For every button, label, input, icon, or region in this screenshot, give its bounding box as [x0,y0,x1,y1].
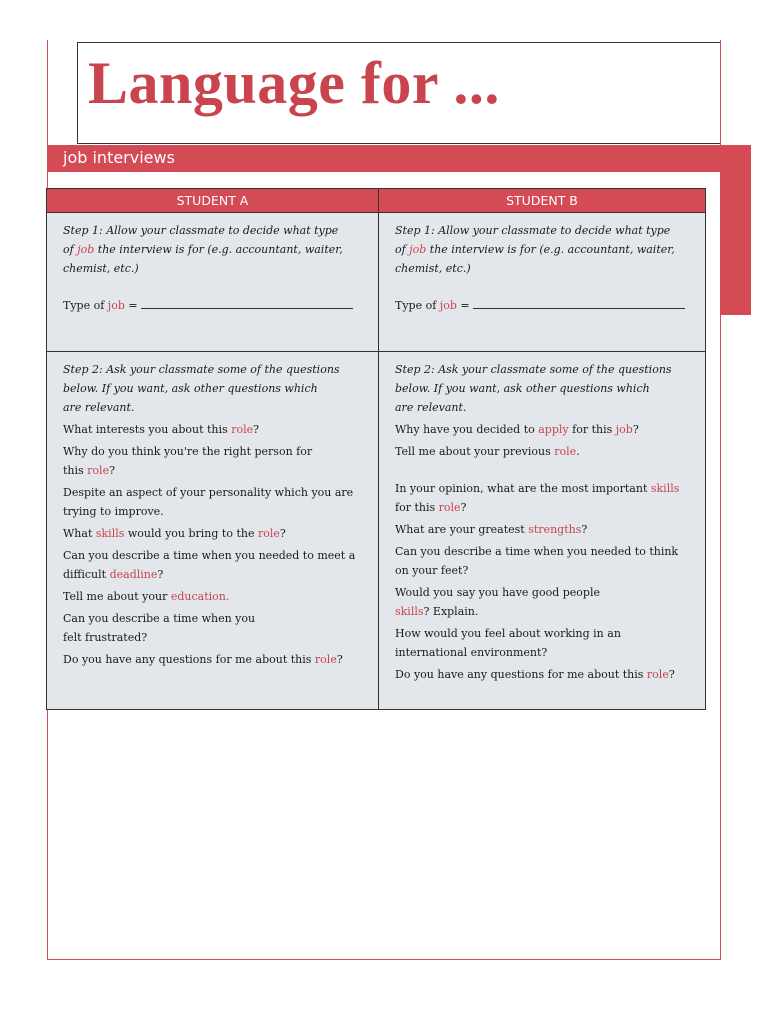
vocab-word: deadline [109,568,158,581]
vocab-word: job [615,423,633,436]
question-text: trying to improve. [63,505,164,518]
vocab-word: role [438,501,461,514]
vocab-word: role [646,668,669,681]
step1-cell-b [379,213,706,352]
question-item [63,546,368,584]
step2-text: Step 2: Ask your classmate some of the questions below. If you want, ask other questions which are relevant. [395,363,672,414]
question-text: difficult [63,568,110,581]
vocab-word: apply [538,423,569,436]
column-header-student-b: STUDENT B [379,189,706,213]
vocab-word: skills [650,482,680,495]
question-text: ? [336,653,343,666]
question-text: Why do you think you're the right person for [63,445,313,458]
question-text: ? Explain. [423,605,479,618]
question-text: this [63,464,88,477]
vocab-word: role [87,464,110,477]
question-item [63,650,368,669]
question-item [395,442,695,461]
question-text: Despite an aspect of your personality which you are [63,486,354,499]
question-item [395,464,695,476]
question-text: would you bring to the [124,527,258,540]
step1-text: Step 1: Allow your classmate to decide what type of job the interview is for (e.g. accountant, waiter, chemist, etc.) [63,224,343,275]
question-text: ? [460,501,467,514]
page-title: Language for ... [88,50,500,116]
question-text: Can you describe a time when you needed to think [395,545,679,558]
job-blank-line[interactable] [141,296,353,309]
worksheet-table [46,188,706,710]
question-item [395,420,695,439]
title-box [77,42,720,144]
step2-cell-a [47,352,379,710]
subtitle-banner [47,145,721,172]
vocab-word: role [314,653,337,666]
side-tab [721,145,751,315]
question-item [63,442,368,480]
type-of-job-field[interactable]: Type of job = [63,296,368,315]
subtitle: job interviews [63,148,175,167]
question-text: Tell me about your [63,590,171,603]
question-text: international environment? [395,646,548,659]
question-text: In your opinion, what are the most important [395,482,651,495]
page-border-bottom [47,959,721,960]
question-text: What are your greatest [395,523,529,536]
question-text: ? [253,423,260,436]
column-header-student-a: STUDENT A [47,189,379,213]
question-text: for this [568,423,616,436]
question-text: ? [632,423,639,436]
question-item [63,524,368,543]
question-item [63,483,368,521]
question-text: . [576,445,580,458]
question-text: on your feet? [395,564,469,577]
vocab-word: education. [170,590,230,603]
question-text: ? [109,464,115,477]
question-item [395,479,695,517]
question-text: Do you have any questions for me about this [63,653,315,666]
job-blank-line[interactable] [473,296,685,309]
question-text: Why have you decided to [395,423,539,436]
step1-text: Step 1: Allow your classmate to decide what type of job the interview is for (e.g. accountant, waiter, chemist, etc.) [395,224,675,275]
question-text: How would you feel about working in an [395,627,621,640]
question-text: ? [157,568,164,581]
vocab-word: skills [95,527,125,540]
vocab-word: role [231,423,254,436]
question-text: Can you describe a time when you needed to meet a [63,549,356,562]
question-text: Tell me about your previous [395,445,555,458]
step2-cell-b [379,352,706,710]
question-text: for this [395,501,439,514]
question-text: What [63,527,96,540]
question-text: ? [279,527,286,540]
vocab-word: strengths [528,523,582,536]
question-text: felt frustrated? [63,631,148,644]
question-item [63,609,368,647]
question-item [395,624,695,662]
vocab-word: role [554,445,577,458]
student-b-questions [395,420,695,684]
question-item [63,420,368,439]
vocab-word: skills [395,605,424,618]
question-text: ? [668,668,675,681]
question-text: Do you have any questions for me about this [395,668,647,681]
type-of-job-field[interactable]: Type of job = [395,296,695,315]
question-text: What interests you about this [63,423,232,436]
question-text: ? [581,523,588,536]
question-item [63,587,368,606]
step1-cell-a [47,213,379,352]
question-text: Would you say you have good people [395,586,601,599]
question-item [395,520,695,539]
question-item [395,542,695,580]
question-text: Can you describe a time when you [63,612,256,625]
step2-text: Step 2: Ask your classmate some of the questions below. If you want, ask other questions which are relevant. [63,363,340,414]
question-item [395,665,695,684]
student-a-questions [63,420,368,669]
question-item [395,583,695,621]
vocab-word: role [257,527,280,540]
